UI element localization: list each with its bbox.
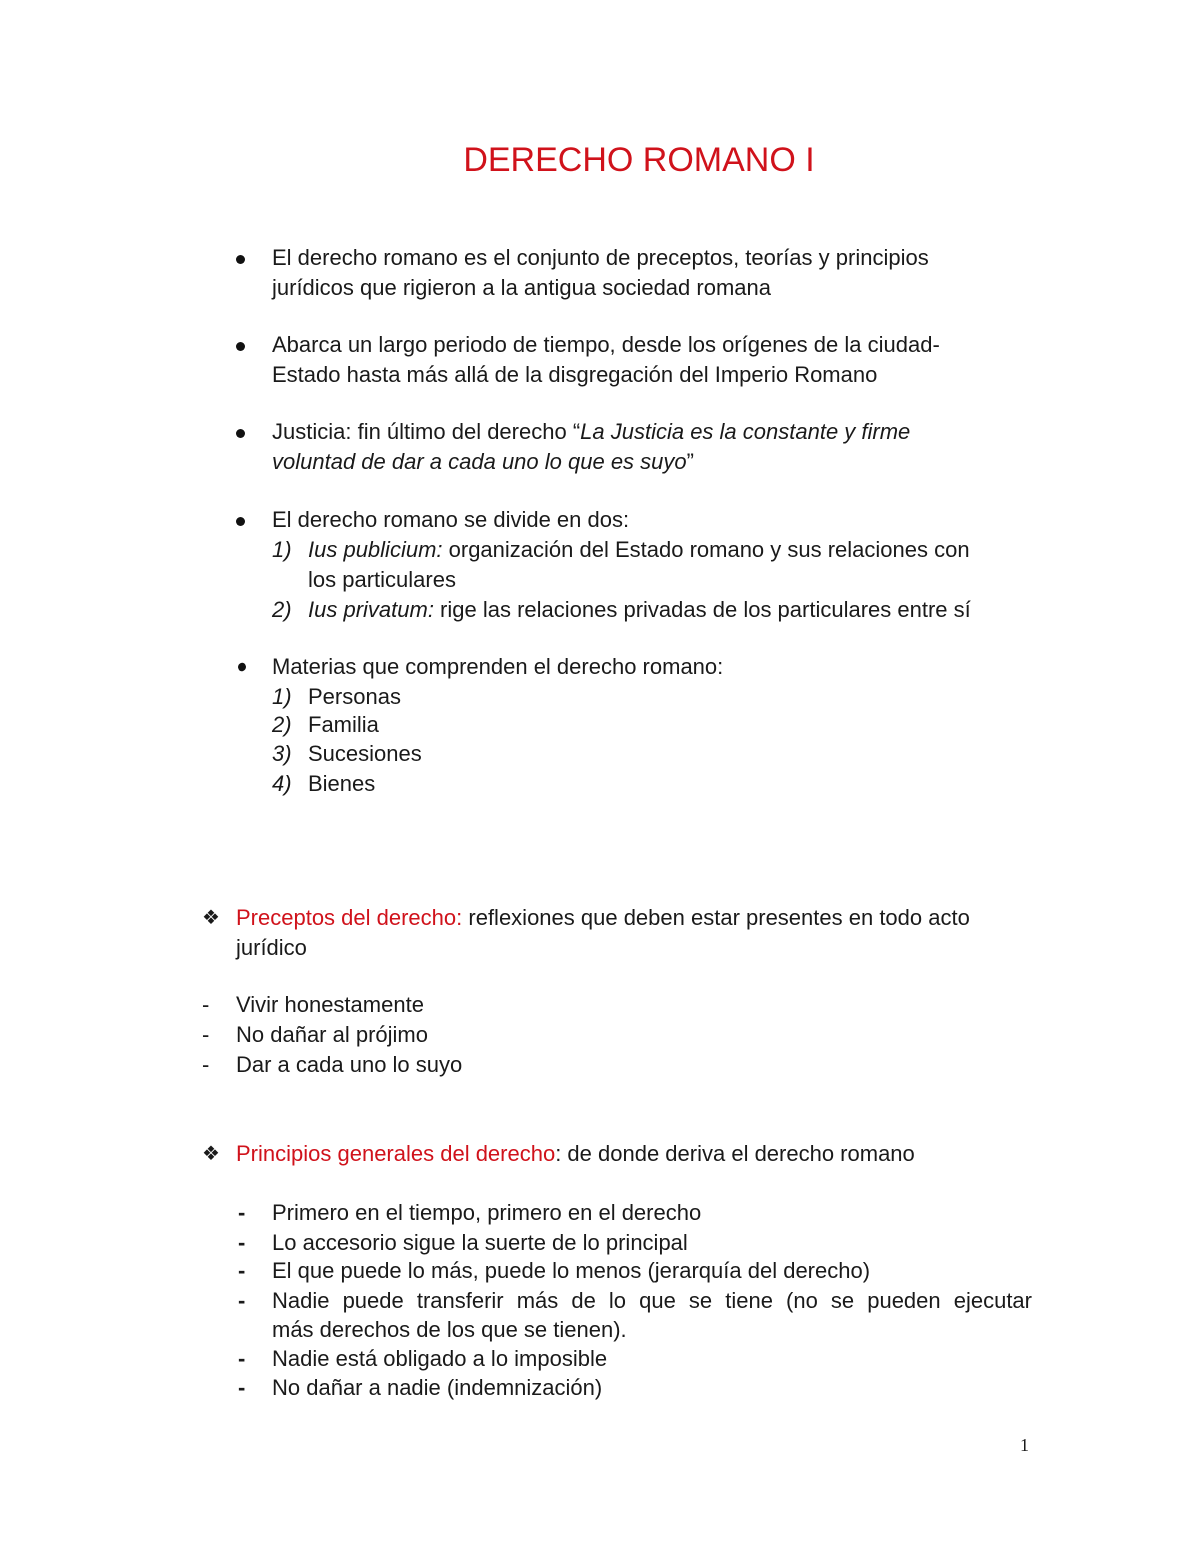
bullet-dot: [237, 662, 248, 673]
precepto-item: Dar a cada uno lo suyo: [236, 1052, 463, 1077]
dash-marker: -: [202, 1022, 210, 1047]
materia-text: Personas: [308, 684, 401, 709]
principio-item: No dañar a nadie (indemnización): [272, 1375, 603, 1400]
diamond-bullet-icon: ❖: [202, 907, 220, 929]
list-number: 1): [272, 537, 292, 562]
dash-marker: -: [202, 1052, 210, 1077]
materia-item: [272, 710, 379, 740]
division-text: organización del Estado romano y sus relaciones con: [442, 537, 970, 562]
justicia-suffix: ”: [686, 449, 694, 474]
bullet-3-line-1: [272, 417, 910, 447]
division-item-1: [272, 535, 970, 565]
materia-item: [272, 769, 375, 799]
dash-marker: -: [202, 992, 210, 1017]
dash-marker: -: [238, 1258, 246, 1283]
principio-item: Nadie está obligado a lo imposible: [272, 1346, 608, 1371]
principio-item: Nadie puede transferir más de lo que se tiene (no se pueden ejecutar: [272, 1288, 1032, 1313]
bullet-2-line-1: Abarca un largo periodo de tiempo, desde los orígenes de la ciudad-: [272, 332, 940, 357]
division-item-2: [272, 595, 971, 625]
preceptos-text: reflexiones que deben estar presentes en todo acto: [462, 905, 970, 930]
principio-item: Lo accesorio sigue la suerte de lo principal: [272, 1230, 688, 1255]
bullet-5-intro: Materias que comprenden el derecho romano:: [272, 654, 724, 679]
principio-item-cont: más derechos de los que se tienen).: [272, 1317, 627, 1342]
principios-label: Principios generales del derecho: [236, 1141, 556, 1166]
materia-text: Familia: [308, 712, 379, 737]
precepto-item: No dañar al prójimo: [236, 1022, 428, 1047]
division-term: Ius publicium:: [308, 537, 443, 562]
division-item-1-cont: los particulares: [308, 567, 456, 592]
principios-text: : de donde deriva el derecho romano: [555, 1141, 915, 1166]
dash-marker: -: [238, 1230, 246, 1255]
list-number: 2): [272, 597, 292, 622]
justicia-quote-1: La Justicia es la constante y firme: [580, 419, 911, 444]
bullet-dot: [236, 255, 245, 264]
principio-item: El que puede lo más, puede lo menos (jerarquía del derecho): [272, 1258, 871, 1283]
bullet-4-intro: El derecho romano se divide en dos:: [272, 507, 630, 532]
division-term: Ius privatum:: [308, 597, 434, 622]
justicia-prefix: Justicia: fin último del derecho “: [272, 419, 581, 444]
preceptos-text-cont: jurídico: [236, 935, 307, 960]
bullet-3-line-2: [272, 447, 694, 477]
list-number: 4): [272, 771, 292, 796]
preceptos-label: Preceptos del derecho:: [236, 905, 463, 930]
list-number: 3): [272, 741, 292, 766]
bullet-2-line-2: Estado hasta más allá de la disgregación del Imperio Romano: [272, 362, 878, 387]
page-title: DERECHO ROMANO I: [463, 141, 815, 179]
bullet-dot: [236, 342, 245, 351]
dash-marker: -: [238, 1346, 246, 1371]
materia-text: Sucesiones: [308, 741, 422, 766]
diamond-bullet-icon: ❖: [202, 1143, 220, 1165]
principios-heading: [236, 1139, 915, 1169]
list-number: 1): [272, 684, 292, 709]
precepto-item: Vivir honestamente: [236, 992, 424, 1017]
justicia-quote-2: voluntad de dar a cada uno lo que es suyo: [272, 449, 687, 474]
materia-text: Bienes: [308, 771, 376, 796]
page-number: 1: [1020, 1435, 1029, 1455]
bullet-1-line-1: El derecho romano es el conjunto de preceptos, teorías y principios: [272, 245, 929, 270]
bullet-1-line-2: jurídicos que rigieron a la antigua sociedad romana: [272, 275, 771, 300]
dash-marker: -: [238, 1375, 246, 1400]
division-text: rige las relaciones privadas de los particulares entre sí: [433, 597, 971, 622]
preceptos-heading: [236, 903, 970, 933]
list-number: 2): [272, 712, 292, 737]
materia-item: [272, 682, 401, 712]
bullet-dot: [236, 429, 245, 438]
bullet-dot: [236, 517, 245, 526]
dash-marker: -: [238, 1288, 246, 1313]
materia-item: [272, 739, 422, 769]
dash-marker: -: [238, 1200, 246, 1225]
principio-item: Primero en el tiempo, primero en el derecho: [272, 1200, 702, 1225]
